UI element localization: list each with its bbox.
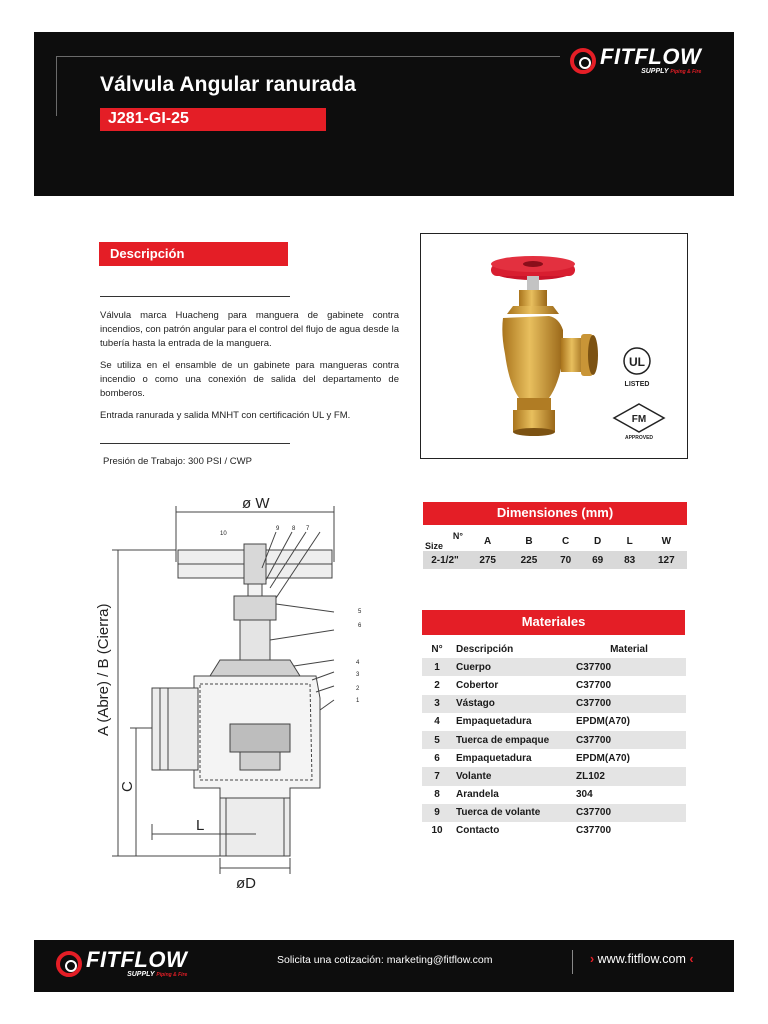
product-code: J281-GI-25 <box>108 110 189 127</box>
callout-number: 7 <box>306 526 310 532</box>
header-banner <box>34 32 734 196</box>
valve-illustration <box>421 234 686 457</box>
table-row: 10 Contacto C37700 <box>422 822 686 840</box>
ul-listed-icon <box>624 348 650 388</box>
footer-banner <box>34 940 734 992</box>
description-paragraph: Válvula marca Huacheng para manguera de gabinete contra incendios, con patrón angular para el control del flujo de agua desde la tubería hasta la entrada de la manguera. <box>100 310 399 349</box>
fitflow-logo <box>570 46 701 76</box>
fitflow-logo-icon <box>56 951 82 977</box>
dimensions-value-row <box>423 551 687 569</box>
callout-number: 4 <box>356 660 360 666</box>
dim-label-w: ø W <box>242 495 270 512</box>
description-paragraph: Entrada ranurada y salida MNHT con certificación UL y FM. <box>100 410 351 421</box>
header-rule <box>56 56 560 57</box>
dim-label-a: A (Abre) / B (Cierra) <box>95 603 112 736</box>
technical-drawing <box>80 488 400 898</box>
callout-number: 9 <box>276 526 280 532</box>
chevron-right-icon: › <box>590 952 595 966</box>
description-body <box>100 309 399 431</box>
description-heading <box>99 242 288 266</box>
description-paragraph: Se utiliza en el ensamble de un gabinete para mangueras contra incendio o como una conexión de salida del departamento de bomberos. <box>100 360 399 399</box>
dimension-col-c: C <box>550 531 582 551</box>
dimensions-corner-cell: N° Size <box>423 531 467 551</box>
footer-divider <box>572 950 573 974</box>
svg-text:UL: UL <box>629 355 645 369</box>
dimension-value: 225 <box>508 551 549 569</box>
dimension-col-d: D <box>582 531 614 551</box>
callout-number: 10 <box>220 531 227 537</box>
materials-header-row <box>422 640 686 658</box>
product-photo <box>420 233 688 459</box>
dimension-value: 275 <box>467 551 508 569</box>
logo-sub: SUPPLY Piping & Fire <box>127 971 188 978</box>
dimension-col-w: W <box>646 531 687 551</box>
callout-number: 1 <box>356 698 360 704</box>
dimensions-table <box>423 531 687 569</box>
table-row: 8 Arandela 304 <box>422 786 686 804</box>
svg-text:LISTED: LISTED <box>624 381 650 388</box>
logo-sub: SUPPLY Piping & Fire <box>641 68 702 75</box>
product-code-badge <box>100 108 326 131</box>
table-row: 1 Cuerpo C37700 <box>422 658 686 676</box>
dimension-col-b: B <box>508 531 549 551</box>
materials-col-n: N° <box>422 640 452 658</box>
divider <box>100 443 290 444</box>
description-heading-label: Descripción <box>110 246 185 261</box>
header-rule-vertical <box>56 56 57 116</box>
dimension-value: 83 <box>614 551 646 569</box>
table-row: 7 Volante ZL102 <box>422 767 686 785</box>
fitflow-logo-icon <box>570 48 596 74</box>
table-row: 6 Empaquetadura EPDM(A70) <box>422 749 686 767</box>
callout-number: 6 <box>358 623 362 629</box>
dimension-value: 70 <box>550 551 582 569</box>
dimension-size: 2-1/2" <box>423 551 467 569</box>
table-row: 9 Tuerca de volante C37700 <box>422 804 686 822</box>
dimension-col-a: A <box>467 531 508 551</box>
dimensions-heading: Dimensiones (mm) <box>423 502 687 525</box>
materials-col-material: Material <box>572 640 686 658</box>
logo-brand: FITFLOW <box>86 947 188 972</box>
dim-label-d: øD <box>236 875 256 892</box>
chevron-left-icon: ‹ <box>689 952 694 966</box>
fitflow-logo <box>56 949 187 979</box>
table-row: 5 Tuerca de empaque C37700 <box>422 731 686 749</box>
page-title: Válvula Angular ranurada <box>100 73 357 96</box>
table-row: 2 Cobertor C37700 <box>422 676 686 694</box>
materials-table <box>422 640 686 840</box>
table-row: 4 Empaquetadura EPDM(A70) <box>422 713 686 731</box>
contact-email-link[interactable]: Solicita una cotización: marketing@fitflow.com <box>277 954 493 966</box>
dimension-value: 69 <box>582 551 614 569</box>
dim-label-c: C <box>119 781 136 792</box>
website-link[interactable]: › www.fitflow.com ‹ <box>590 952 694 966</box>
divider <box>100 296 290 297</box>
callout-number: 8 <box>292 526 296 532</box>
callout-number: 3 <box>356 672 360 678</box>
dimension-value: 127 <box>646 551 687 569</box>
working-pressure: Presión de Trabajo: 300 PSI / CWP <box>103 456 252 467</box>
dimension-col-l: L <box>614 531 646 551</box>
svg-text:APPROVED: APPROVED <box>624 435 654 441</box>
logo-brand: FITFLOW <box>600 44 702 69</box>
materials-col-description: Descripción <box>452 640 572 658</box>
fm-approved-icon <box>614 404 664 441</box>
callout-number: 2 <box>356 686 360 692</box>
dim-label-l: L <box>196 817 205 834</box>
dimensions-header-row <box>423 531 687 551</box>
table-row: 3 Vástago C37700 <box>422 695 686 713</box>
svg-text:FM: FM <box>631 414 647 425</box>
callout-number: 5 <box>358 609 362 615</box>
materials-heading: Materiales <box>422 610 685 635</box>
